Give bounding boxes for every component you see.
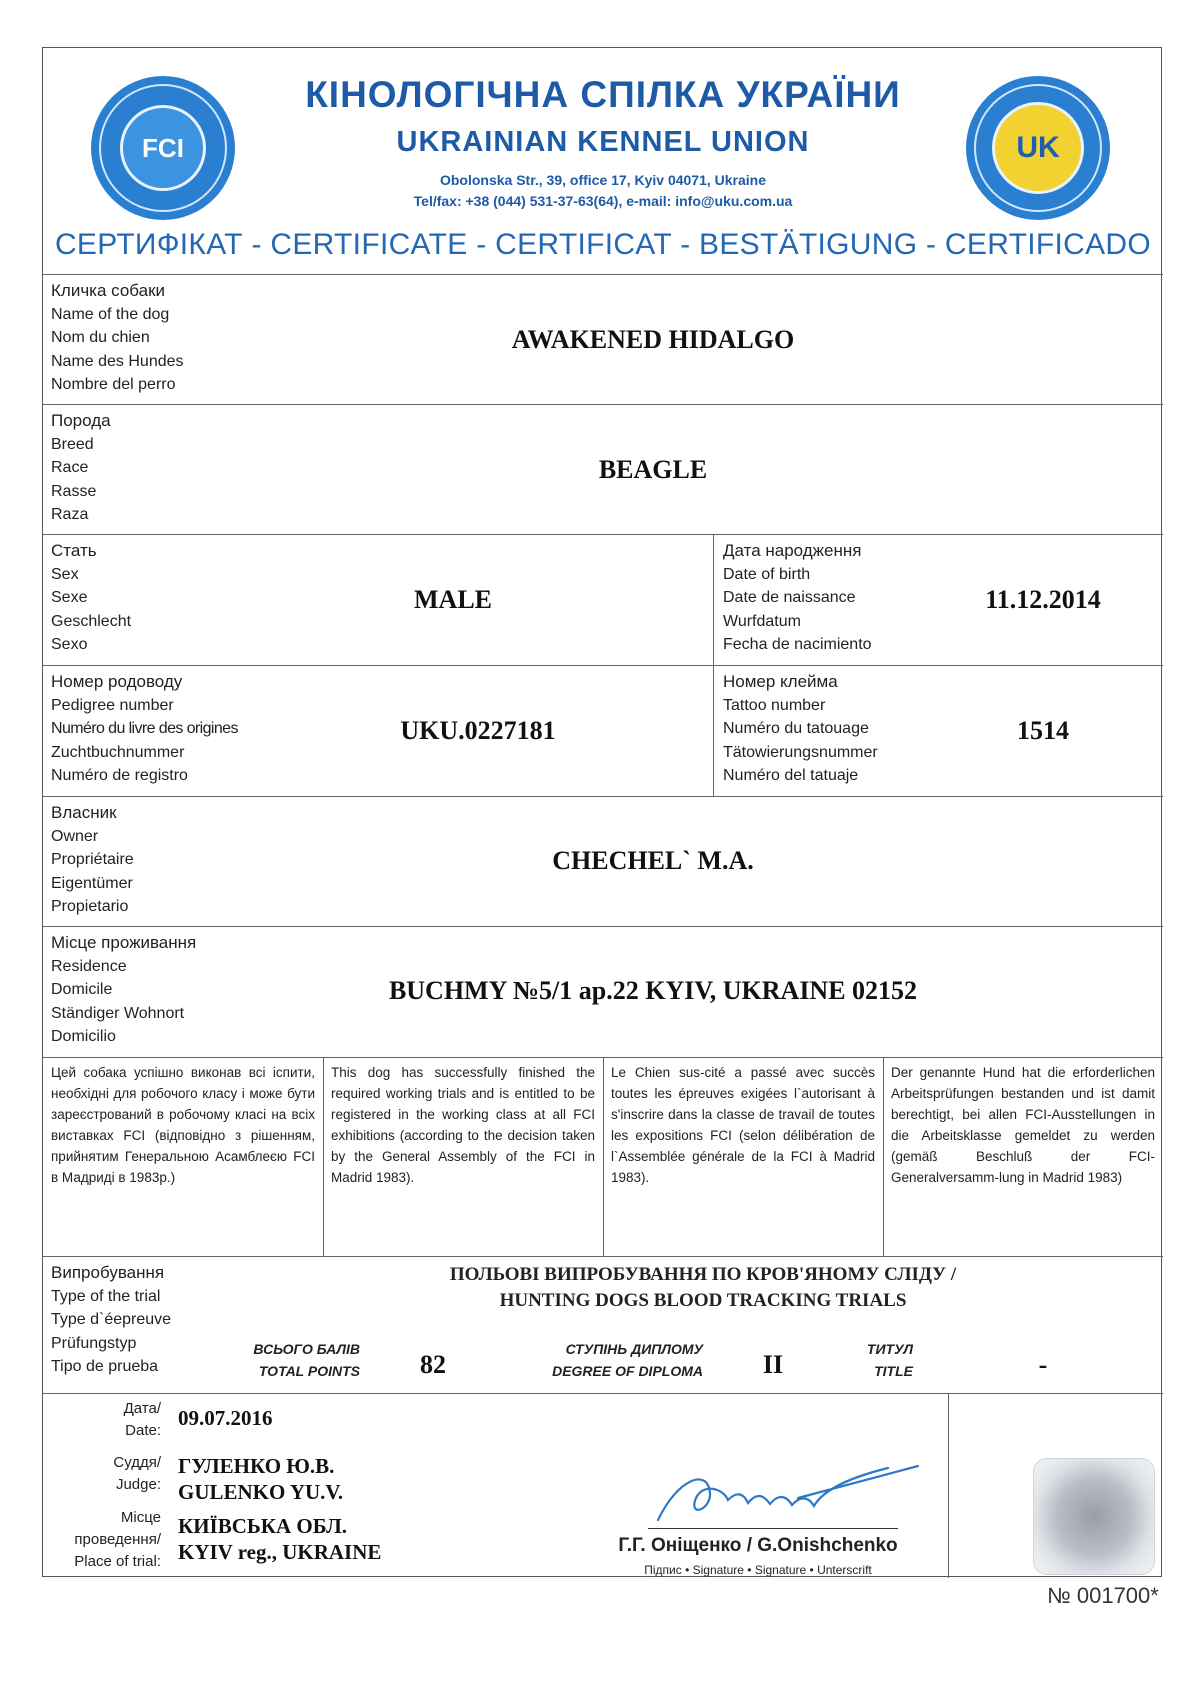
degree-value: II <box>762 1350 784 1379</box>
uku-logo <box>966 76 1110 220</box>
trial-place-en: KYIV reg., UKRAINE <box>178 1540 382 1564</box>
label-line: Місце проживання <box>51 933 197 952</box>
label-line: Date of birth <box>723 565 811 583</box>
label-line: Type of the trial <box>51 1287 161 1305</box>
trial-name-ua: ПОЛЬОВІ ВИПРОБУВАННЯ ПО КРОВ'ЯНОМУ СЛІДУ / <box>449 1264 957 1285</box>
label-line: Кличка собаки <box>51 281 166 300</box>
label-line: Owner <box>51 827 99 845</box>
label-line: Суддя/ <box>113 1454 161 1471</box>
owner-value: CHECHEL` M.A. <box>552 846 754 875</box>
degree-label <box>513 1338 703 1382</box>
divider <box>43 796 1163 797</box>
fci-logo-text: FCI <box>120 105 206 191</box>
points-label <box>228 1338 360 1382</box>
title-label-en: TITLE <box>874 1363 913 1379</box>
statement-de: Der genannte Hund hat die erforderlichen Arbeitsprüfungen bestanden und ist damit berechtigt, bei allen FCI-Ausstellungen in die Arbeitsklasse gemeldet zu werden (gemäß Beschluß der FCI-Generalversamm-lung in Madrid 1983) <box>891 1065 1155 1185</box>
trial-name-en: HUNTING DOGS BLOOD TRACKING TRIALS <box>499 1290 907 1311</box>
label-line: Sexe <box>51 589 88 606</box>
label-line: Place of trial: <box>74 1553 161 1570</box>
header <box>43 48 1163 274</box>
divider <box>43 926 1163 927</box>
label-line: Type d`éepreuve <box>51 1311 172 1328</box>
sex-value: MALE <box>414 585 492 614</box>
residence-value: BUCHMY №5/1 ap.22 KYIV, UKRAINE 02152 <box>388 976 918 1005</box>
dog-name-value: AWAKENED HIDALGO <box>511 325 795 354</box>
degree-label-en: DEGREE OF DIPLOMA <box>552 1363 703 1379</box>
judge-name <box>178 1453 343 1505</box>
divider <box>43 665 1163 666</box>
label-line: Breed <box>51 435 94 453</box>
birth-labels <box>723 539 872 657</box>
label-line: Стать <box>51 541 97 560</box>
label-line: Дата народження <box>723 541 862 560</box>
owner-labels <box>51 801 134 919</box>
points-label-en: TOTAL POINTS <box>258 1363 360 1379</box>
signature-caption: Підпис • Signature • Signature • Unterscrift <box>644 1563 872 1577</box>
label-line: Tätowierungsnummer <box>723 743 878 761</box>
label-line: Rasse <box>51 482 97 500</box>
divider <box>43 274 1163 275</box>
divider <box>43 534 1163 535</box>
breed-value: BEAGLE <box>598 455 708 484</box>
label-line: Name of the dog <box>51 305 170 323</box>
signature-line <box>648 1528 898 1529</box>
pedigree-labels <box>51 670 238 788</box>
org-contacts: Tel/fax: +38 (044) 531-37-63(64), e-mail: info@uku.com.ua <box>413 193 793 209</box>
title-value: - <box>1038 1350 1048 1379</box>
label-line: Race <box>51 459 89 476</box>
divider <box>43 1393 1163 1394</box>
label-line: Propriétaire <box>51 851 134 868</box>
hologram-sticker <box>1033 1458 1155 1575</box>
label-line: Fecha de nacimiento <box>723 636 872 653</box>
residence-labels <box>51 931 196 1049</box>
label-line: Дата/ <box>123 1400 161 1417</box>
label-line: Номер родоводу <box>51 672 183 691</box>
birth-value: 11.12.2014 <box>985 585 1101 614</box>
dog-name-labels <box>51 279 184 397</box>
label-line: Date: <box>125 1422 161 1439</box>
statement-fr: Le Chien sus-cité a passé avec succès toutes les épreuves exigées l`autorisant à s'inscrire dans la classe de travail de toutes les expositions FCI (selon délibération de l`Assemblée générale de la FCI à Madrid 1983). <box>611 1065 875 1185</box>
org-address: Obolonska Str., 39, office 17, Kyiv 04071, Ukraine <box>439 172 767 188</box>
label-line: Residence <box>51 957 127 975</box>
label-line: Name des Hundes <box>51 352 184 370</box>
serial-number: № 001700* <box>1047 1583 1159 1608</box>
label-line: Prüfungstyp <box>51 1334 137 1352</box>
label-line: проведення/ <box>74 1531 161 1548</box>
uku-logo-text: UK <box>992 102 1084 194</box>
label-line: Zuchtbuchnummer <box>51 743 185 761</box>
divider <box>43 404 1163 405</box>
label-line: Випробування <box>51 1263 165 1282</box>
label-line: Numéro del tatuaje <box>723 767 859 784</box>
place-label <box>43 1507 161 1573</box>
pedigree-value: UKU.0227181 <box>400 716 556 745</box>
label-line: Domicile <box>51 981 113 998</box>
label-line: Nombre del perro <box>51 376 176 393</box>
statement-en: This dog has successfully finished the required working trials and is entitled to be registered in the working class at all FCI exhibitions (according to the decision taken by the General Assembly of the FCI in Madrid 1983). <box>331 1065 595 1185</box>
points-value: 82 <box>420 1350 446 1379</box>
signature-scribble <box>648 1448 938 1533</box>
label-line: Tattoo number <box>723 696 826 714</box>
label-line: Sexo <box>51 636 88 653</box>
trial-date: 09.07.2016 <box>178 1406 273 1430</box>
certificate-sheet <box>42 47 1162 1608</box>
judge-name-ua: ГУЛЕНКО Ю.В. <box>178 1454 335 1478</box>
certificate-heading: СЕРТИФІКАТ - CERTIFICATE - CERTIFICAT - BESTÄTIGUNG - CERTIFICADO <box>54 228 1152 261</box>
tattoo-labels <box>723 670 878 788</box>
label-line: Date de naissance <box>723 589 856 606</box>
label-line: Nom du chien <box>51 329 150 346</box>
trial-place <box>178 1513 381 1565</box>
label-line: Місце <box>120 1509 161 1526</box>
label-line: Judge: <box>115 1476 161 1493</box>
label-line: Eigentümer <box>51 874 133 892</box>
label-line: Wurfdatum <box>723 612 801 630</box>
sex-labels <box>51 539 131 657</box>
judge-label <box>43 1452 161 1496</box>
label-line: Propietario <box>51 898 129 915</box>
label-line: Ständiger Wohnort <box>51 1004 185 1022</box>
trial-place-ua: КИЇВСЬКА ОБЛ. <box>178 1514 348 1538</box>
points-label-ua: ВСЬОГО БАЛІВ <box>253 1341 360 1357</box>
column-divider <box>323 1057 324 1256</box>
label-line: Sex <box>51 565 79 583</box>
label-line: Domicilio <box>51 1028 116 1045</box>
column-divider <box>713 534 714 796</box>
label-line: Numéro de registro <box>51 767 188 784</box>
trial-labels <box>51 1261 171 1379</box>
degree-label-ua: СТУПІНЬ ДИПЛОМУ <box>565 1341 703 1357</box>
tattoo-value: 1514 <box>1017 716 1069 745</box>
judge-name-en: GULENKO YU.V. <box>178 1480 344 1504</box>
column-divider <box>948 1393 949 1578</box>
title-label-ua: ТИТУЛ <box>866 1341 913 1357</box>
label-line: Власник <box>51 803 117 822</box>
column-divider <box>883 1057 884 1256</box>
label-line: Pedigree number <box>51 696 174 714</box>
label-line: Raza <box>51 506 89 523</box>
org-title-en: UKRAINIAN KENNEL UNION <box>396 126 810 158</box>
signer-name: Г.Г. Оніщенко / G.Onishchenko <box>618 1535 898 1556</box>
date-label <box>43 1398 161 1442</box>
label-line: Порода <box>51 411 111 430</box>
label-line: Tipo de prueba <box>51 1358 159 1375</box>
statement-ua: Цей собака успішно виконав всі іспити, необхідні для робочого класу і може бути зареєстрований в робочому класі на всіх виставках FCI (відповідно з рішенням, прийнятим Генеральною Асамблеєю FCI в Мадриді в 1983р.) <box>51 1065 315 1185</box>
label-line: Numéro du tatouage <box>723 720 869 737</box>
label-line: Geschlecht <box>51 612 132 630</box>
divider <box>43 1256 1163 1257</box>
org-title-ua: КІНОЛОГІЧНА СПІЛКА УКРАЇНИ <box>305 74 901 115</box>
label-line: Номер клейма <box>723 672 838 691</box>
column-divider <box>603 1057 604 1256</box>
title-label <box>833 1338 913 1382</box>
breed-labels <box>51 409 111 527</box>
label-line: Numéro du livre des origines <box>51 720 238 737</box>
